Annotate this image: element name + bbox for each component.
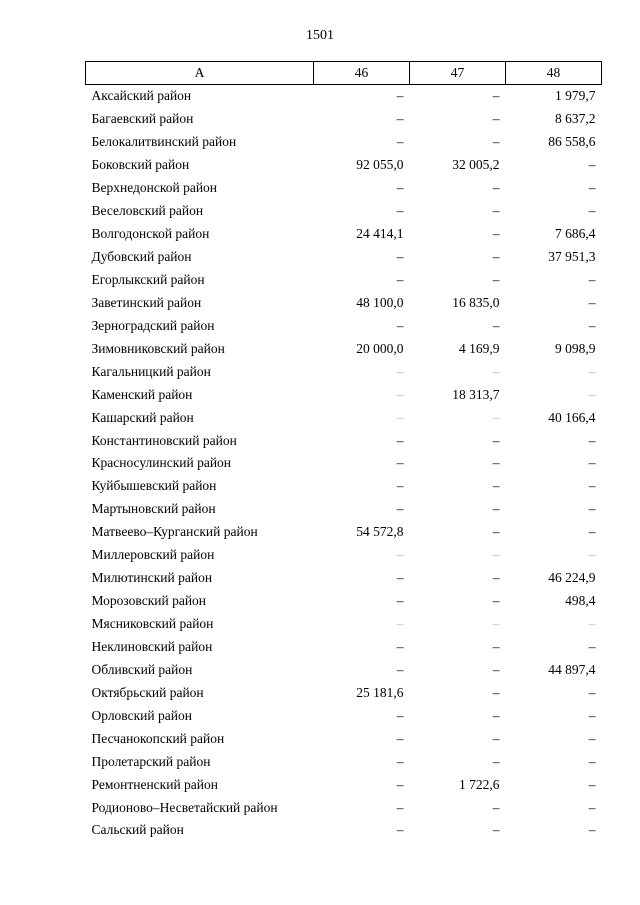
value-48-cell: –: [588, 203, 596, 219]
value-48-cell: –: [588, 157, 596, 173]
table-row: [86, 383, 602, 406]
table-row: [86, 154, 602, 177]
value-48-cell: –: [588, 363, 596, 379]
value-47-cell: –: [492, 317, 500, 333]
value-46-cell: –: [396, 707, 404, 723]
district-name-cell: Матвеево–Курганский район: [91, 524, 258, 540]
value-48-cell: 46 224,9: [548, 570, 596, 586]
table-row: [86, 223, 602, 246]
table-body: [86, 85, 602, 842]
data-table: [85, 61, 602, 842]
table-header: [86, 62, 602, 85]
value-47-cell: –: [492, 88, 500, 104]
district-name-cell: Морозовский район: [91, 593, 207, 609]
table-row: [86, 773, 602, 796]
value-47-cell: 18 313,7: [452, 386, 500, 402]
table-row: [86, 291, 602, 314]
value-47-cell: 16 835,0: [452, 294, 500, 310]
value-47-cell: –: [492, 271, 500, 287]
value-47-cell: –: [492, 432, 500, 448]
value-47-cell: –: [492, 134, 500, 150]
value-48-cell: 37 951,3: [548, 249, 596, 265]
table-row: [86, 819, 602, 842]
value-47-cell: –: [492, 501, 500, 517]
district-name-cell: Аксайский район: [91, 88, 192, 104]
value-46-cell: –: [396, 180, 404, 196]
district-name-cell: Обливский район: [91, 661, 193, 677]
value-48-cell: –: [588, 478, 596, 494]
value-46-cell: –: [396, 203, 404, 219]
district-name-cell: Белокалитвинский район: [91, 134, 237, 150]
table-row: [86, 727, 602, 750]
district-name-cell: Боковский район: [91, 157, 190, 173]
table-row: [86, 796, 602, 819]
value-48-cell: –: [588, 386, 596, 402]
value-46-cell: –: [396, 271, 404, 287]
table-row: [86, 704, 602, 727]
district-name-cell: Октябрьский район: [91, 684, 204, 700]
value-47-cell: –: [492, 661, 500, 677]
value-47-cell: –: [492, 478, 500, 494]
district-name-cell: Родионово–Несветайский район: [91, 799, 278, 815]
value-46-cell: –: [396, 455, 404, 471]
value-48-cell: –: [588, 799, 596, 815]
page-number: 1501: [306, 28, 334, 43]
table-row: [86, 85, 602, 108]
district-name-cell: Кашарский район: [91, 409, 194, 425]
value-46-cell: 25 181,6: [356, 684, 404, 700]
district-name-cell: Милютинский район: [91, 570, 213, 586]
value-47-cell: –: [492, 822, 500, 838]
district-name-cell: Неклиновский район: [91, 638, 213, 654]
value-46-cell: –: [396, 409, 404, 425]
header-cell-a: А: [86, 62, 314, 85]
district-name-cell: Куйбышевский район: [91, 478, 217, 494]
district-name-cell: Красносулинский район: [91, 455, 232, 471]
value-46-cell: –: [396, 363, 404, 379]
table-row: [86, 337, 602, 360]
value-47-cell: –: [492, 684, 500, 700]
table-row: [86, 681, 602, 704]
value-47-cell: –: [492, 409, 500, 425]
value-46-cell: –: [396, 776, 404, 792]
district-name-cell: Волгодонской район: [91, 226, 210, 242]
value-46-cell: –: [396, 386, 404, 402]
value-47-cell: –: [492, 730, 500, 746]
value-46-cell: –: [396, 478, 404, 494]
value-48-cell: 86 558,6: [548, 134, 596, 150]
value-46-cell: –: [396, 661, 404, 677]
table-row: [86, 636, 602, 659]
table-row: [86, 108, 602, 131]
district-name-cell: Зерноградский район: [91, 317, 215, 333]
value-46-cell: –: [396, 799, 404, 815]
district-name-cell: Багаевский район: [91, 111, 194, 127]
value-47-cell: –: [492, 547, 500, 563]
table-row: [86, 521, 602, 544]
value-48-cell: –: [588, 638, 596, 654]
district-name-cell: Пролетарский район: [91, 753, 211, 769]
value-46-cell: –: [396, 432, 404, 448]
value-46-cell: –: [396, 593, 404, 609]
value-47-cell: –: [492, 799, 500, 815]
table-row: [86, 590, 602, 613]
value-47-cell: –: [492, 180, 500, 196]
value-46-cell: –: [396, 616, 404, 632]
table-row: [86, 452, 602, 475]
value-48-cell: 498,4: [565, 593, 596, 609]
table-row: [86, 200, 602, 223]
district-name-cell: Верхнедонской район: [91, 180, 218, 196]
value-48-cell: –: [588, 776, 596, 792]
value-47-cell: –: [492, 249, 500, 265]
value-48-cell: –: [588, 432, 596, 448]
table-row: [86, 498, 602, 521]
value-48-cell: –: [588, 730, 596, 746]
value-46-cell: 20 000,0: [356, 340, 404, 356]
district-name-cell: Мясниковский район: [91, 616, 214, 632]
value-47-cell: 32 005,2: [452, 157, 500, 173]
table-row: [86, 177, 602, 200]
value-48-cell: 8 637,2: [555, 111, 596, 127]
value-47-cell: –: [492, 363, 500, 379]
value-48-cell: –: [588, 294, 596, 310]
value-46-cell: 48 100,0: [356, 294, 404, 310]
table-row: [86, 567, 602, 590]
table-row: [86, 429, 602, 452]
district-name-cell: Миллеровский район: [91, 547, 215, 563]
value-46-cell: 24 414,1: [356, 226, 404, 242]
value-48-cell: –: [588, 753, 596, 769]
value-48-cell: 44 897,4: [548, 661, 596, 677]
header-row: [86, 62, 602, 85]
value-47-cell: –: [492, 455, 500, 471]
table-row: [86, 544, 602, 567]
table-row: [86, 246, 602, 269]
value-47-cell: –: [492, 593, 500, 609]
district-name-cell: Сальский район: [91, 822, 184, 838]
value-48-cell: 9 098,9: [555, 340, 596, 356]
header-cell-46: 46: [314, 62, 410, 85]
value-46-cell: –: [396, 638, 404, 654]
value-48-cell: –: [588, 271, 596, 287]
value-48-cell: –: [588, 501, 596, 517]
table-row: [86, 475, 602, 498]
value-48-cell: –: [588, 822, 596, 838]
value-47-cell: –: [492, 753, 500, 769]
value-48-cell: 7 686,4: [555, 226, 596, 242]
value-47-cell: –: [492, 226, 500, 242]
value-46-cell: –: [396, 501, 404, 517]
value-46-cell: –: [396, 88, 404, 104]
district-name-cell: Дубовский район: [91, 249, 192, 265]
value-47-cell: –: [492, 524, 500, 540]
value-46-cell: –: [396, 570, 404, 586]
value-46-cell: –: [396, 111, 404, 127]
header-cell-48: 48: [506, 62, 602, 85]
value-47-cell: –: [492, 707, 500, 723]
value-46-cell: –: [396, 753, 404, 769]
table-row: [86, 613, 602, 636]
value-47-cell: –: [492, 638, 500, 654]
value-48-cell: –: [588, 547, 596, 563]
value-48-cell: 1 979,7: [555, 88, 596, 104]
district-name-cell: Заветинский район: [91, 294, 202, 310]
district-name-cell: Каменский район: [91, 386, 193, 402]
value-47-cell: –: [492, 570, 500, 586]
value-48-cell: –: [588, 317, 596, 333]
value-47-cell: –: [492, 616, 500, 632]
value-46-cell: –: [396, 547, 404, 563]
table-row: [86, 314, 602, 337]
table-row: [86, 750, 602, 773]
district-name-cell: Веселовский район: [91, 203, 204, 219]
value-48-cell: 40 166,4: [548, 409, 596, 425]
district-name-cell: Зимовниковский район: [91, 340, 225, 356]
district-name-cell: Константиновский район: [91, 432, 237, 448]
value-48-cell: –: [588, 455, 596, 471]
value-48-cell: –: [588, 180, 596, 196]
value-48-cell: –: [588, 684, 596, 700]
value-47-cell: 4 169,9: [459, 340, 500, 356]
value-46-cell: –: [396, 822, 404, 838]
value-46-cell: –: [396, 134, 404, 150]
value-47-cell: 1 722,6: [459, 776, 500, 792]
table-row: [86, 131, 602, 154]
value-47-cell: –: [492, 111, 500, 127]
value-46-cell: –: [396, 317, 404, 333]
district-name-cell: Песчанокопский район: [91, 730, 225, 746]
district-name-cell: Ремонтненский район: [91, 776, 218, 792]
value-46-cell: 92 055,0: [356, 157, 404, 173]
table-row: [86, 658, 602, 681]
table-row: [86, 360, 602, 383]
value-46-cell: –: [396, 730, 404, 746]
value-46-cell: –: [396, 249, 404, 265]
value-46-cell: 54 572,8: [356, 524, 404, 540]
value-48-cell: –: [588, 524, 596, 540]
district-name-cell: Кагальницкий район: [91, 363, 211, 379]
district-name-cell: Орловский район: [91, 707, 192, 723]
value-48-cell: –: [588, 707, 596, 723]
header-cell-47: 47: [410, 62, 506, 85]
district-name-cell: Мартыновский район: [91, 501, 216, 517]
table-row: [86, 406, 602, 429]
table-row: [86, 269, 602, 292]
district-name-cell: Егорлыкский район: [91, 271, 205, 287]
value-48-cell: –: [588, 616, 596, 632]
value-47-cell: –: [492, 203, 500, 219]
